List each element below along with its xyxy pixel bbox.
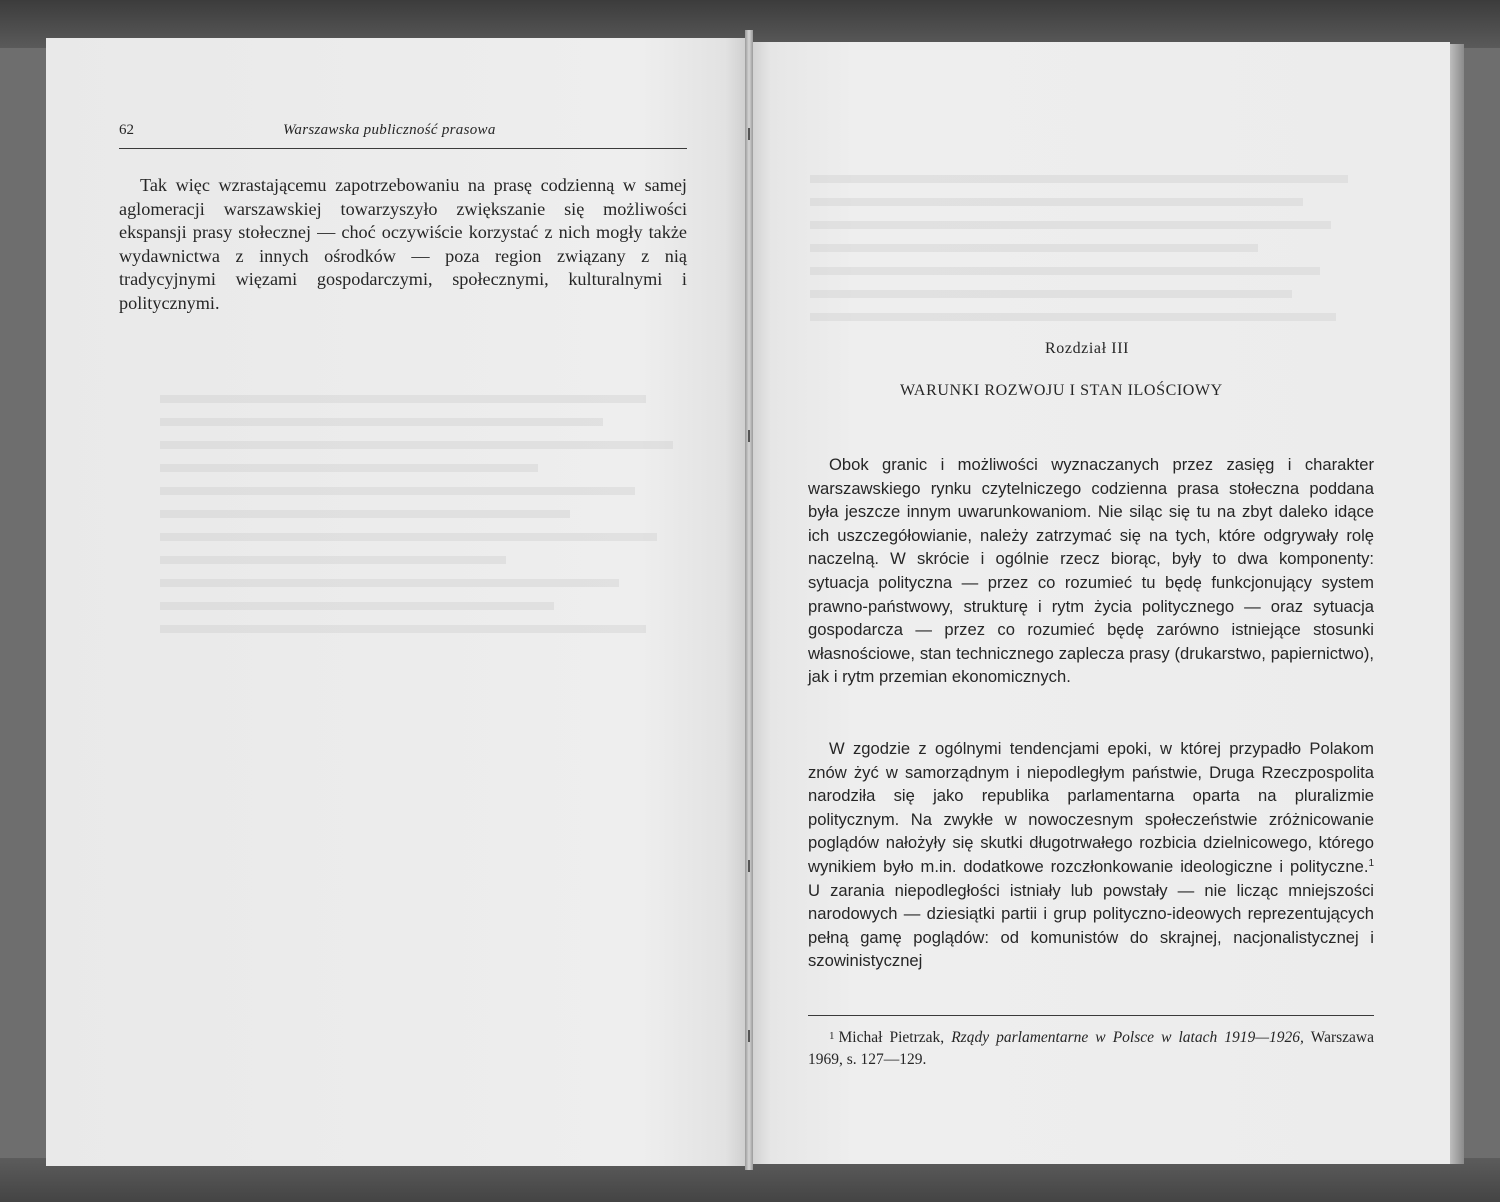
binding-stitch <box>748 430 750 442</box>
footnote-divider <box>808 1015 1374 1016</box>
running-title: Warszawska publiczność prasowa <box>283 122 496 138</box>
page-edge-shadow <box>1450 44 1464 1164</box>
book-spine <box>745 30 753 1170</box>
binding-stitch <box>748 128 750 140</box>
chapter-title: WARUNKI ROZWOJU I STAN ILOŚCIOWY <box>900 382 1223 399</box>
right-page-paragraph-1: Obok granic i możliwości wyznaczanych przez zasięg i charakter warszawskiego rynku czytelniczego codzienna prasa stołeczna poddana była jeszcze innym uwarunkowaniom. Nie siląc się tu na zbyt daleko idące ich uszczegółowianie, należy zatrzymać się na tych, które odgrywały rolę naczelną. W skrócie i ogólnie rzecz biorąc, były to dwa komponenty: sytuacja polityczna — przez co rozumieć tu będę funkcjonujący system prawno-państwowy, strukturę i rytm życia politycznego — oraz sytuacja gospodarcza — przez co rozumieć będę zarówno istniejące stosunki własnościowe, stan technicznego zaplecza prasy (drukarstwo, papiernictwo), jak i rytm przemian ekonomicznych. <box>808 455 1374 687</box>
left-page-paragraph: Tak więc wzrastającemu zapotrzebowaniu na prasę codzienną w samej aglomeracji warszawskiej towarzyszyło zwiększanie się możliwości ekspansji prasy stołecznej — choć oczywiście korzystać z nich mogły także wydawnictwa z innych ośrodków — poza region związany z nią tradycyjnymi więzami gospodarczymi, społecznymi, kulturalnymi i politycznymi. <box>119 175 687 313</box>
footnote-mark: 1 <box>829 1030 835 1042</box>
footnote-author: Michał Pietrzak, <box>838 1029 945 1046</box>
footnote-publication: Warszawa 1969, s. 127—129. <box>808 1029 1374 1068</box>
chapter-label: Rozdział III <box>1045 340 1130 357</box>
footnote-title: Rządy parlamentarne w Polsce w latach 1919—1926, <box>951 1029 1304 1046</box>
bleed-through-left <box>160 380 700 800</box>
paragraph-2-text-before-footnote: W zgodzie z ogólnymi tendencjami epoki, w której przypadło Polakom znów żyć w samorządnym i niepodległym państwie, Druga Rzeczpospolita narodziła się jako republika parlamentarna oparta na pluralizmie politycznym. Na zwykłe w nowoczesnym społeczeństwie zróżnicowanie poglądów nałożyły się skutki długotrwałego rozbicia dzielnicowego, którego wynikiem było m.in. dodatkowe rozczłonkowanie ideologiczne i polityczne. <box>808 739 1374 876</box>
page-number: 62 <box>119 122 134 138</box>
right-page-paragraph-2 <box>808 737 1374 973</box>
binding-stitch <box>748 860 750 872</box>
running-header <box>119 122 687 149</box>
footnote-reference: 1 <box>1368 857 1374 869</box>
binding-stitch <box>748 1030 750 1042</box>
footnote <box>808 1026 1374 1070</box>
paragraph-2-text-after-footnote: U zarania niepodległości istniały lub powstały — nie licząc mniejszości narodowych — dziesiątki partii i grup polityczno-ideowych reprezentujących pełną gamę poglądów: od komunistów do skrajnej, nacjonalistycznej i szowinistycznej <box>808 880 1374 971</box>
